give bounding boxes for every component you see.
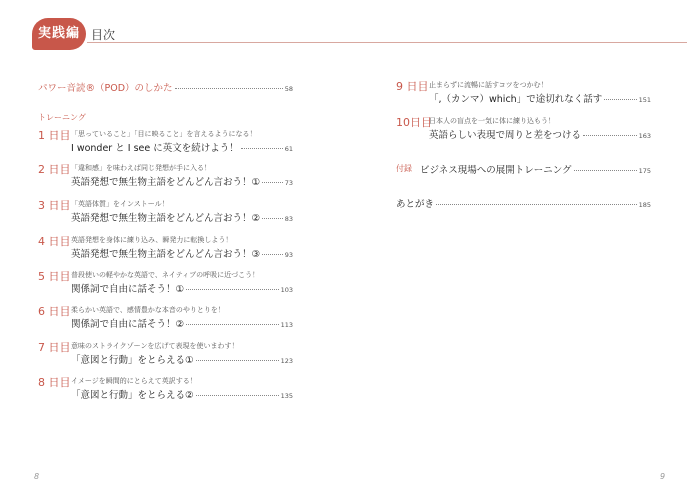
leader-dots <box>604 99 636 100</box>
entry-title: ビジネス現場への展開トレーニング <box>420 165 572 176</box>
leader-dots <box>175 88 283 89</box>
entry-title: 「意図と行動」をとらえる② <box>71 390 194 401</box>
page-number: 73 <box>284 179 293 187</box>
page-number: 163 <box>638 132 651 140</box>
page-number: 103 <box>280 286 293 294</box>
day-number: 5 日目 <box>38 270 71 283</box>
chapter-header <box>27 18 662 50</box>
day-number: 3 日目 <box>38 199 71 212</box>
day-subtitle: 意味のストライクゾーンを広げて表現を使いまわす！ <box>71 342 239 350</box>
day-subtitle: 英語発想を身体に練り込み、瞬発力に転換しよう！ <box>71 236 233 244</box>
page-number: 83 <box>284 215 293 223</box>
day-title-row <box>71 387 293 401</box>
toc-entry-intro[interactable] <box>38 80 293 94</box>
day-number: 1 日目 <box>38 129 71 142</box>
day-subtitle: 「違和感」を味わえば同じ発想が手に入る！ <box>71 164 211 172</box>
page-title: 目次 <box>91 28 116 42</box>
entry-title: 関係詞で自由に話そう！① <box>71 284 185 295</box>
leader-dots <box>186 289 279 290</box>
day-subtitle: 「思っていること」「目に映ること」を言えるようになる！ <box>71 130 257 138</box>
day-title-row <box>71 140 293 154</box>
entry-title: 英語発想で無生物主語をどんどん言おう！② <box>71 213 261 224</box>
day-number: 6 日目 <box>38 305 71 318</box>
section-label: トレーニング <box>38 113 86 122</box>
leader-dots <box>186 324 279 325</box>
header-rule <box>87 42 687 43</box>
day-number: 10日目 <box>396 116 432 129</box>
day-subtitle: 止まらずに流暢に話すコツをつかむ！ <box>429 81 548 89</box>
entry-title: 英語発想で無生物主語をどんどん言おう！① <box>71 177 261 188</box>
day-number: 8 日目 <box>38 376 71 389</box>
chapter-badge: 実践編 <box>32 18 86 50</box>
day-title-row <box>429 127 651 141</box>
day-title-row <box>71 352 293 366</box>
day-number: 9 日目 <box>396 80 429 93</box>
leader-dots <box>262 218 283 219</box>
leader-dots <box>196 360 279 361</box>
day-number: 2 日目 <box>38 163 71 176</box>
leader-dots <box>196 395 279 396</box>
toc-afterword[interactable] <box>396 196 651 210</box>
entry-title: 英語発想で無生物主語をどんどん言おう！③ <box>71 249 261 260</box>
day-title-row <box>429 91 651 105</box>
day-subtitle: 日本人の盲点を一気に体に練り込もう！ <box>429 117 555 125</box>
entry-title: 英語らしい表現で周りと差をつける <box>429 130 582 141</box>
entry-title: I wonder と I see に英文を続けよう！ <box>71 143 239 154</box>
leader-dots <box>262 254 283 255</box>
page-number: 113 <box>280 321 293 329</box>
folio-left: 8 <box>34 472 40 481</box>
page-number: 151 <box>638 96 651 104</box>
page-number: 135 <box>280 392 293 400</box>
entry-title: パワー音読®（POD）のしかた <box>38 83 173 94</box>
entry-title: 「,（カンマ）which」で途切れなく話す <box>429 94 603 105</box>
leader-dots <box>436 204 637 205</box>
appendix-title-row <box>420 162 651 176</box>
page-number: 123 <box>280 357 293 365</box>
day-number: 4 日目 <box>38 235 71 248</box>
page-number: 58 <box>284 85 293 93</box>
day-subtitle: 「英語体質」をインストール！ <box>71 200 169 208</box>
entry-title: 関係詞で自由に話そう！② <box>71 319 185 330</box>
page-number: 185 <box>638 201 651 209</box>
day-subtitle: 柔らかい英語で、感情豊かな本音のやりとりを！ <box>71 306 225 314</box>
page-number: 61 <box>284 145 293 153</box>
entry-title: あとがき <box>396 199 435 210</box>
day-subtitle: イメージを瞬間的にとらえて英訳する！ <box>71 377 197 385</box>
day-title-row <box>71 246 293 260</box>
day-title-row <box>71 174 293 188</box>
day-title-row <box>71 281 293 295</box>
page-number: 175 <box>638 167 651 175</box>
page-number: 93 <box>284 251 293 259</box>
day-subtitle: 普段使いの軽やかな英語で、ネイティブの呼吸に近づこう！ <box>71 271 260 279</box>
folio-right: 9 <box>660 472 666 481</box>
leader-dots <box>241 148 283 149</box>
leader-dots <box>574 170 637 171</box>
entry-title: 「意図と行動」をとらえる① <box>71 355 194 366</box>
day-number: 7 日目 <box>38 341 71 354</box>
day-title-row <box>71 316 293 330</box>
appendix-label: 付録 <box>396 164 412 173</box>
day-title-row <box>71 210 293 224</box>
leader-dots <box>262 182 283 183</box>
leader-dots <box>583 135 637 136</box>
